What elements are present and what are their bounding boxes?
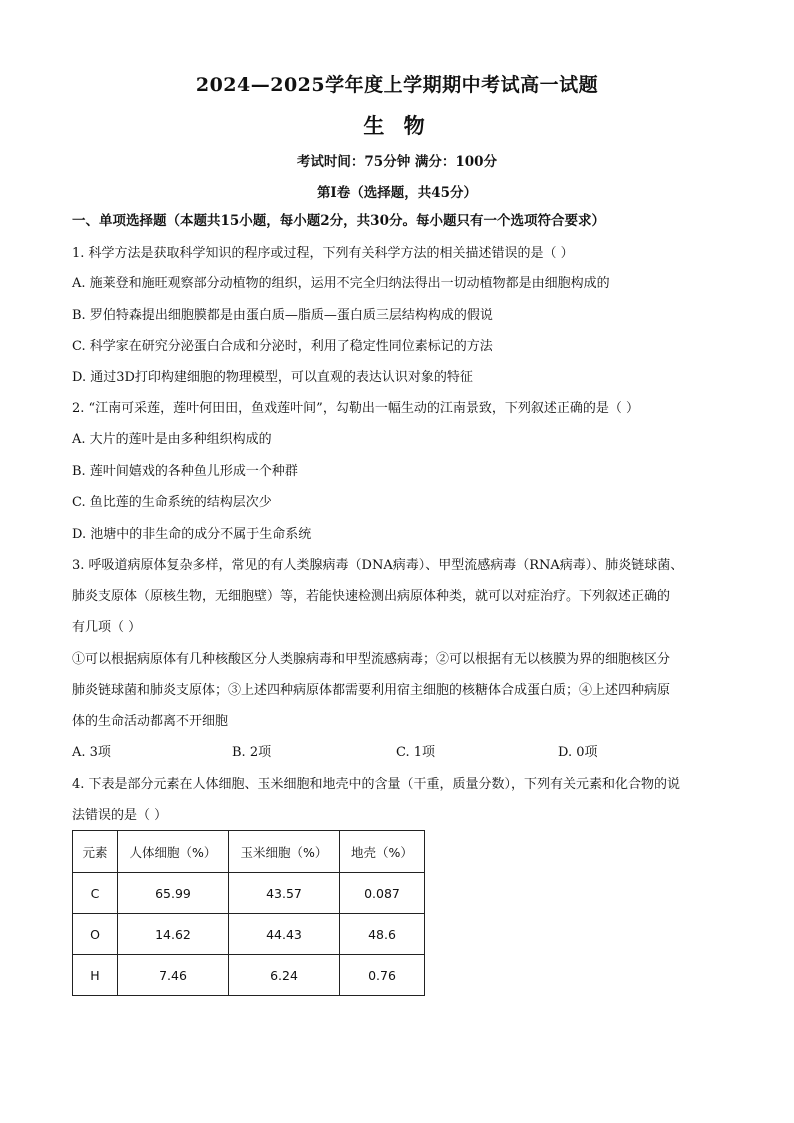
table-row (73, 873, 425, 914)
table-row (73, 955, 425, 996)
question-1-option-a: A. 施莱登和施旺观察部分动植物的组织，运用不完全归纳法得出一切动植物都是由细胞构成的 (72, 276, 610, 291)
question-2-option-b: B. 莲叶间嬉戏的各种鱼儿形成一个种群 (72, 464, 298, 479)
question-1-stem: 1. 科学方法是获取科学知识的程序或过程，下列有关科学方法的相关描述错误的是（ ） (72, 246, 574, 261)
table-header-row (73, 831, 425, 873)
table-header-cell: 元素 (73, 831, 118, 873)
table-cell: 65.99 (118, 873, 229, 914)
subject-title: 生 物 (363, 113, 431, 138)
question-2-option-c: C. 鱼比莲的生命系统的结构层次少 (72, 495, 272, 510)
table-cell: 6.24 (229, 955, 340, 996)
table-cell: 43.57 (229, 873, 340, 914)
question-3-statements-line-3: 体的生命活动都离不开细胞 (72, 714, 229, 729)
table-cell: 0.76 (340, 955, 425, 996)
table-cell: H (73, 955, 118, 996)
question-3-statements-line-2: 肺炎链球菌和肺炎支原体；③上述四种病原体都需要利用宿主细胞的核糖体合成蛋白质；④上述四种病原 (72, 683, 671, 698)
table-header-cell: 人体细胞（%） (118, 831, 229, 873)
question-3-stem-line-1: 3. 呼吸道病原体复杂多样，常见的有人类腺病毒（DNA病毒）、甲型流感病毒（RNA病毒）、肺炎链球菌、 (72, 558, 684, 573)
table-cell: 14.62 (118, 914, 229, 955)
question-3-stem-line-2: 肺炎支原体（原核生物，无细胞壁）等，若能快速检测出病原体种类，就可以对症治疗。下列叙述正确的 (72, 589, 671, 604)
exam-meta: 考试时间：75分钟 满分：100分 (296, 154, 498, 170)
table-header-cell: 玉米细胞（%） (229, 831, 340, 873)
table-cell: C (73, 873, 118, 914)
question-1-option-c: C. 科学家在研究分泌蛋白合成和分泌时，利用了稳定性同位素标记的方法 (72, 339, 493, 354)
question-3-option-b: B. 2项 (232, 745, 272, 760)
question-4-stem-line-1: 4. 下表是部分元素在人体细胞、玉米细胞和地壳中的含量（干重，质量分数），下列有关元素和化合物的说 (72, 777, 681, 792)
table-cell: 48.6 (340, 914, 425, 955)
element-content-table (72, 830, 425, 996)
question-3-option-c: C. 1项 (396, 745, 436, 760)
section-heading: 一、单项选择题（本题共15小题，每小题2分，共30分。每小题只有一个选项符合要求） (72, 213, 605, 229)
volume-heading: 第I卷（选择题，共45分） (316, 185, 478, 201)
question-2-stem: 2. “江南可采莲，莲叶何田田，鱼戏莲叶间”，勾勒出一幅生动的江南景致，下列叙述正确的是（ ） (72, 401, 639, 416)
table-row (73, 914, 425, 955)
question-1-option-b: B. 罗伯特森提出细胞膜都是由蛋白质—脂质—蛋白质三层结构构成的假说 (72, 308, 493, 323)
question-3-option-d: D. 0项 (558, 745, 598, 760)
table-cell: 44.43 (229, 914, 340, 955)
question-4-stem-line-2: 法错误的是（ ） (72, 808, 168, 823)
table-cell: O (73, 914, 118, 955)
table-cell: 7.46 (118, 955, 229, 996)
question-2-option-a: A. 大片的莲叶是由多种组织构成的 (72, 432, 272, 447)
question-2-option-d: D. 池塘中的非生命的成分不属于生命系统 (72, 527, 312, 542)
question-1-option-d: D. 通过3D打印构建细胞的物理模型，可以直观的表达认识对象的特征 (72, 370, 473, 385)
question-3-statements-line-1: ①可以根据病原体有几种核酸区分人类腺病毒和甲型流感病毒；②可以根据有无以核膜为界的细胞核区分 (72, 652, 671, 667)
exam-title: 2024—2025学年度上学期期中考试高一试题 (195, 74, 599, 96)
question-3-stem-line-3: 有几项（ ） (72, 620, 142, 635)
question-3-option-a: A. 3项 (72, 745, 111, 760)
table-header-cell: 地壳（%） (340, 831, 425, 873)
table-cell: 0.087 (340, 873, 425, 914)
